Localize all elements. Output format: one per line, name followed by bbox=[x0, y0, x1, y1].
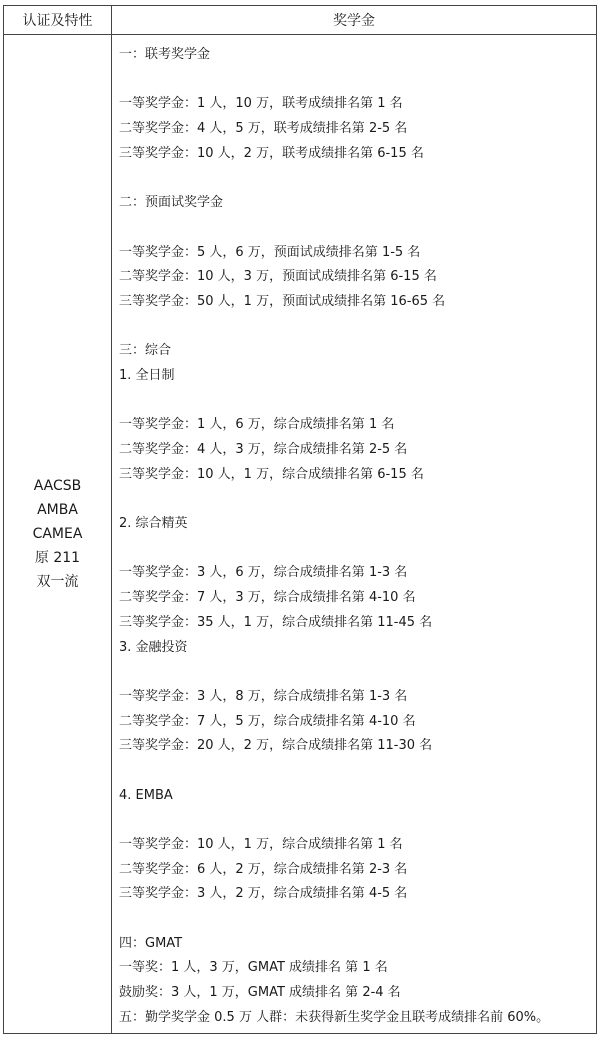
certification-item: 双一流 bbox=[36, 574, 79, 590]
blank-line bbox=[119, 808, 596, 833]
blank-line bbox=[119, 216, 596, 241]
scholarship-line: 二等奖学金：4 人，3 万，综合成绩排名第 2-5 名 bbox=[119, 442, 408, 457]
scholarship-line: 二等奖学金：4 人，5 万，联考成绩排名第 2-5 名 bbox=[119, 121, 408, 137]
certification-item: CAMEA bbox=[32, 526, 83, 542]
certification-item: 原 211 bbox=[34, 550, 81, 566]
certification-item: AMBA bbox=[37, 502, 78, 518]
header-certification: 认证及特性 bbox=[4, 6, 112, 35]
certification-cell bbox=[4, 35, 112, 1034]
scholarship-line: 一等奖学金：1 人，6 万，综合成绩排名第 1 名 bbox=[119, 417, 395, 433]
scholarship-line: 一等奖：1 人，3 万，GMAT 成绩排名 第 1 名 bbox=[119, 960, 388, 976]
scholarship-line: 二等奖学金：10 人，3 万，预面试成绩排名第 6-15 名 bbox=[119, 269, 437, 285]
scholarship-lines bbox=[112, 35, 596, 1031]
scholarship-line: 鼓励奖：3 人，1 万，GMAT 成绩排名 第 2-4 名 bbox=[119, 985, 401, 1001]
scholarship-line: 一等奖学金：10 人，1 万，综合成绩排名第 1 名 bbox=[119, 837, 403, 852]
scholarship-line: 1. 全日制 bbox=[119, 367, 175, 383]
scholarship-line: 3. 金融投资 bbox=[119, 639, 188, 655]
scholarship-line: 2. 综合精英 bbox=[119, 516, 188, 532]
scholarship-line: 二等奖学金：7 人，3 万，综合成绩排名第 4-10 名 bbox=[119, 590, 416, 606]
body-row bbox=[4, 35, 597, 1034]
blank-line bbox=[119, 166, 596, 191]
certification-item: AACSB bbox=[33, 478, 82, 494]
blank-line bbox=[119, 487, 596, 512]
header-row bbox=[4, 6, 597, 35]
scholarship-line: 一：联考奖学金 bbox=[119, 47, 211, 62]
scholarship-line: 三等奖学金：50 人，1 万，预面试成绩排名第 16-65 名 bbox=[119, 293, 446, 309]
scholarship-line: 三等奖学金：20 人，2 万，综合成绩排名第 11-30 名 bbox=[119, 738, 433, 754]
blank-line bbox=[119, 907, 596, 932]
scholarship-line: 四：GMAT bbox=[119, 935, 183, 951]
scholarship-line: 三等奖学金：3 人，2 万，综合成绩排名第 4-5 名 bbox=[119, 886, 408, 902]
scholarship-line: 三等奖学金：10 人，1 万，综合成绩排名第 6-15 名 bbox=[119, 466, 424, 482]
scholarship-line: 三等奖学金：10 人，2 万，联考成绩排名第 6-15 名 bbox=[119, 145, 424, 161]
scholarship-line: 一等奖学金：3 人，6 万，综合成绩排名第 1-3 名 bbox=[119, 565, 408, 581]
scholarship-line: 一等奖学金：1 人，10 万，联考成绩排名第 1 名 bbox=[119, 96, 403, 112]
scholarship-line: 二：预面试奖学金 bbox=[119, 195, 224, 211]
scholarship-line: 三等奖学金：35 人，1 万，综合成绩排名第 11-45 名 bbox=[119, 614, 433, 630]
scholarship-line: 一等奖学金：5 人，6 万，预面试成绩排名第 1-5 名 bbox=[119, 244, 421, 260]
blank-line bbox=[119, 68, 596, 93]
scholarship-details-cell bbox=[112, 35, 597, 1034]
scholarship-line: 三：综合 bbox=[119, 343, 172, 359]
scholarship-table bbox=[3, 5, 597, 1034]
blank-line bbox=[119, 759, 596, 784]
scholarship-line: 五：勤学奖学金 0.5 万 人群：未获得新生奖学金且联考成绩排名前 60%。 bbox=[119, 1009, 550, 1025]
scholarship-line: 4. EMBA bbox=[119, 787, 173, 803]
blank-line bbox=[119, 389, 596, 414]
header-scholarship: 奖学金 bbox=[112, 6, 597, 35]
blank-line bbox=[119, 660, 596, 685]
blank-line bbox=[119, 315, 596, 340]
blank-line bbox=[119, 537, 596, 562]
scholarship-line: 二等奖学金：6 人，2 万，综合成绩排名第 2-3 名 bbox=[119, 861, 408, 877]
scholarship-line: 二等奖学金：7 人，5 万，综合成绩排名第 4-10 名 bbox=[119, 713, 416, 729]
scholarship-line: 一等奖学金：3 人，8 万，综合成绩排名第 1-3 名 bbox=[119, 688, 408, 704]
